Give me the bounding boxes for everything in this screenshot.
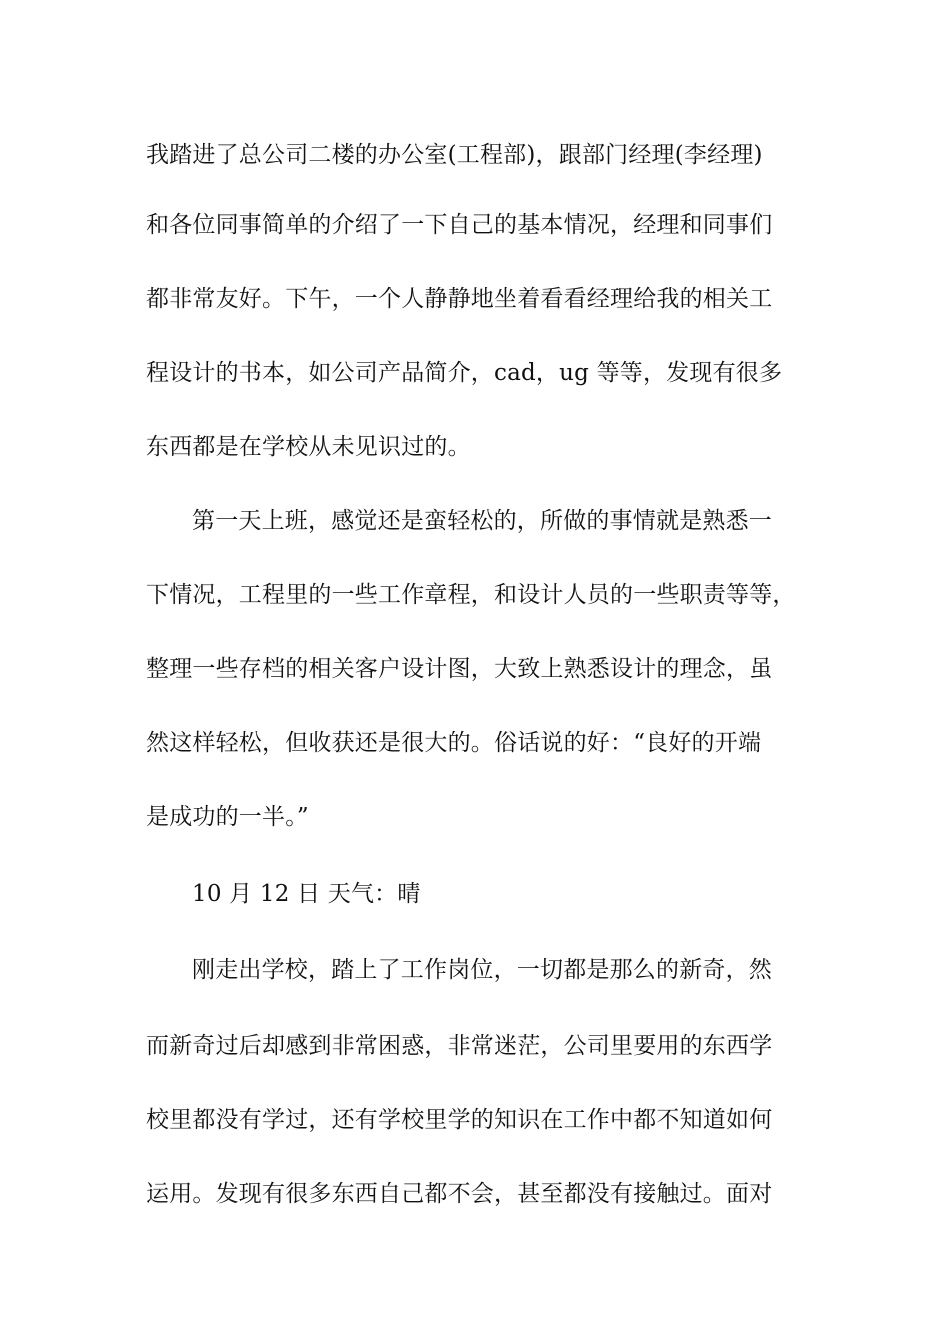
text-line-4: 程设计的书本，如公司产品简介，cad，ug 等等，发现有很多	[146, 360, 783, 386]
text-line-10: 是成功的一半。”	[146, 804, 309, 830]
text-line-15: 运用。发现有很多东西自己都不会，甚至都没有接触过。面对	[146, 1181, 773, 1207]
text-line-8: 整理一些存档的相关客户设计图，大致上熟悉设计的理念，虽	[146, 656, 773, 682]
text-line-2: 和各位同事简单的介绍了一下自己的基本情况，经理和同事们	[146, 212, 773, 238]
text-line-1: 我踏进了总公司二楼的办公室(工程部)，跟部门经理(李经理)	[146, 142, 763, 168]
text-line-6: 第一天上班，感觉还是蛮轻松的，所做的事情就是熟悉一	[192, 508, 772, 534]
text-line-12: 刚走出学校，踏上了工作岗位，一切都是那么的新奇，然	[192, 957, 772, 983]
text-line-7: 下情况，工程里的一些工作章程，和设计人员的一些职责等等，	[146, 582, 796, 608]
text-line-9: 然这样轻松，但收获还是很大的。俗话说的好：“良好的开端	[146, 730, 762, 756]
text-line-13: 而新奇过后却感到非常困惑，非常迷茫，公司里要用的东西学	[146, 1033, 773, 1059]
text-line-14: 校里都没有学过，还有学校里学的知识在工作中都不知道如何	[146, 1107, 773, 1133]
text-line-5: 东西都是在学校从未见识过的。	[146, 434, 471, 460]
date-weather-line: 10 月 12 日 天气：晴	[192, 881, 421, 907]
text-line-3: 都非常友好。下午，一个人静静地坐着看看经理给我的相关工	[146, 286, 773, 312]
